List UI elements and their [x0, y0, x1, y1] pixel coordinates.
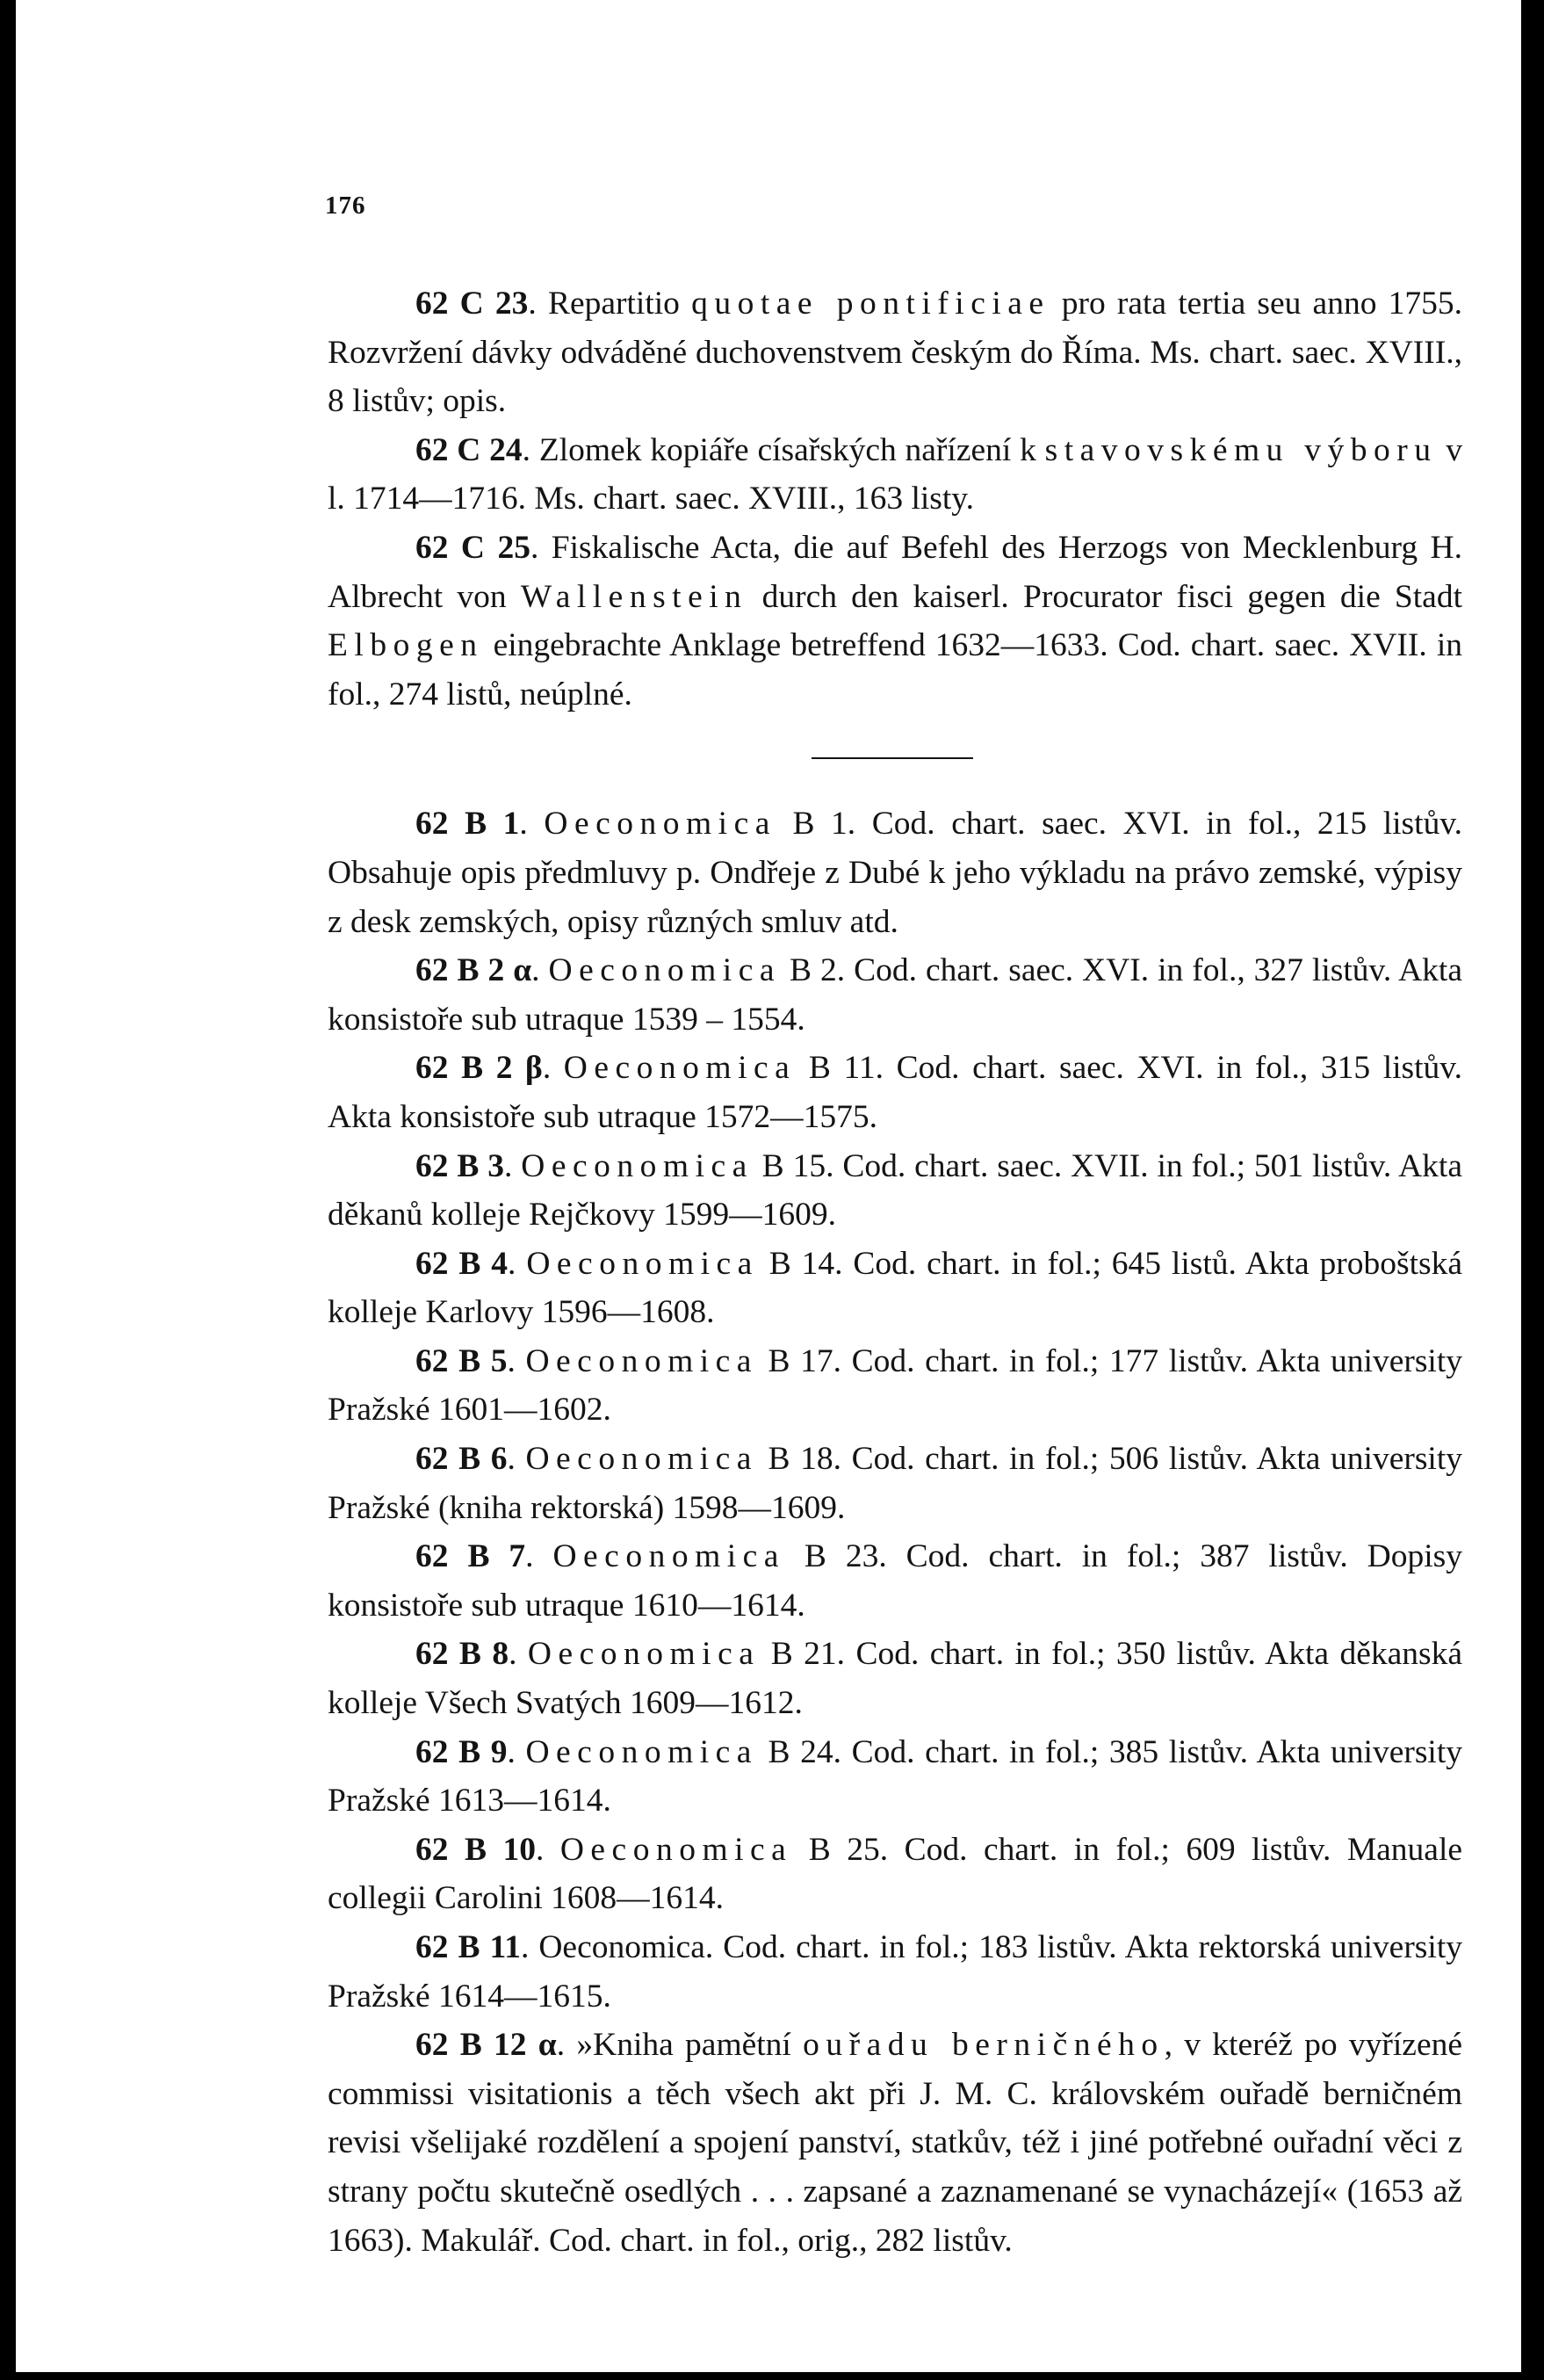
entry-text: , v kteréž po vyřízené commissi visitationis a těch všech akt při J. M. C. královském ouřadě berničném revisi všelijaké rozdělení a spojení panství, statkův, též i jiné potřebné ouřadní věci z strany počtu skutečně osedlých . . . zapsané a zaznamenané se vynacházejí« (1653 až 1663). Makulář. Cod. chart. in fol., orig., 282 listův.	[328, 2027, 1462, 2259]
entry-text: .	[535, 1831, 560, 1868]
entry-text: B 23. Cod. chart. in fol.; 387 listův. Dopisy konsistoře sub utraque 1610—1614.	[328, 1538, 1462, 1624]
catalog-entry	[328, 1142, 1462, 1240]
entry-text: . Repartitio	[528, 286, 692, 322]
page-number: 176	[325, 192, 366, 220]
catalog-entry	[328, 1240, 1462, 1337]
catalog-entry	[328, 799, 1462, 946]
section-b-entries	[328, 799, 1462, 2265]
emphasized-text: Oeconomica	[525, 1733, 758, 1770]
catalog-entry	[328, 2021, 1462, 2265]
entry-text: .	[507, 1733, 526, 1770]
catalog-entry	[328, 1435, 1462, 1532]
entry-text: .	[525, 1538, 553, 1575]
emphasized-text: Oeconomica	[525, 1441, 758, 1478]
catalog-entry	[328, 524, 1462, 719]
entry-text: pro rata tertia seu anno 1755. Rozvržení dávky odváděné duchovenstvem českým do Říma. Ms. chart. saec. XVIII., 8 listův; opis.	[328, 286, 1462, 420]
entry-signature: 62 B 4	[415, 1245, 509, 1282]
catalog-entry	[328, 1728, 1462, 1826]
emphasized-text: stavovskému výboru	[1044, 431, 1438, 468]
entry-signature: 62 B 12 α	[415, 2027, 557, 2064]
entry-text: B 21. Cod. chart. in fol.; 350 listův. Akta děkanská kolleje Všech Svatých 1609—1612.	[328, 1636, 1463, 1722]
entry-signature: 62 B 2 β	[415, 1050, 543, 1087]
emphasized-text: Oeconomica	[525, 1342, 758, 1379]
entry-text: .	[504, 1147, 522, 1184]
entry-signature: 62 C 24	[415, 431, 523, 468]
entry-text: .	[507, 1441, 526, 1478]
emphasized-text: Oeconomica	[526, 1245, 759, 1282]
catalog-text	[328, 279, 1462, 2265]
entry-text: B 1. Cod. chart. saec. XVI. in fol., 215 listův. Obsahuje opis předmluvy p. Ondřeje z Dubé k jeho výkladu na právo zemské, výpisy z desk zemských, opisy různých smluv atd.	[328, 806, 1463, 940]
emphasized-text: Oeconomica	[548, 952, 781, 989]
emphasized-text: Oeconomica	[527, 1636, 761, 1673]
entry-text: B 11. Cod. chart. saec. XVI. in fol., 315 listův. Akta konsistoře sub utraque 1572—1575.	[328, 1050, 1463, 1135]
entry-text: eingebrachte Anklage betreffend 1632—1633. Cod. chart. saec. XVII. in fol., 274 listů, neúplné.	[328, 627, 1462, 713]
entry-signature: 62 B 8	[415, 1636, 509, 1673]
entry-text: . Zlomek kopiáře císařských nařízení k	[522, 431, 1045, 468]
entry-signature: 62 B 7	[415, 1538, 526, 1575]
emphasized-text: Oeconomica	[559, 1831, 793, 1868]
emphasized-text: Oeconomica	[544, 806, 776, 843]
entry-text: . Oeconomica. Cod. chart. in fol.; 183 listův. Akta rektorská university Pražské 1614—1615.	[328, 1929, 1462, 2015]
catalog-entry	[328, 1337, 1462, 1435]
catalog-entry	[328, 426, 1462, 524]
entry-signature: 62 B 9	[415, 1733, 508, 1770]
catalog-entry	[328, 1923, 1462, 2021]
entry-text: v l. 1714—1716. Ms. chart. saec. XVIII., 163 listy.	[328, 431, 1462, 517]
emphasized-text: Oeconomica	[521, 1147, 754, 1184]
section-divider-space	[328, 719, 1462, 799]
entry-text: B 14. Cod. chart. in fol.; 645 listů. Akta proboštská kolleje Karlovy 1596—1608.	[328, 1245, 1462, 1331]
entry-signature: 62 C 23	[415, 286, 529, 322]
document-page	[16, 0, 1521, 2372]
section-c-entries	[328, 279, 1462, 719]
entry-signature: 62 B 6	[415, 1441, 508, 1478]
catalog-entry	[328, 1826, 1462, 1923]
emphasized-text: Oeconomica	[563, 1050, 797, 1087]
entry-text: .	[531, 952, 549, 989]
entry-signature: 62 B 3	[415, 1147, 505, 1184]
section-divider	[812, 757, 973, 759]
entry-text: .	[519, 806, 545, 843]
entry-text: B 2. Cod. chart. saec. XVI. in fol., 327 listův. Akta konsistoře sub utraque 1539 – 1554.	[328, 952, 1462, 1038]
catalog-entry	[328, 946, 1462, 1044]
emphasized-text: Oeconomica	[552, 1538, 785, 1575]
entry-signature: 62 C 25	[415, 529, 530, 566]
catalog-entry	[328, 1630, 1462, 1727]
entry-text: B 24. Cod. chart. in fol.; 385 listův. Akta university Pražské 1613—1614.	[328, 1733, 1463, 1819]
entry-text: B 15. Cod. chart. saec. XVII. in fol.; 501 listův. Akta děkanů kolleje Rejčkovy 1599—1609.	[328, 1147, 1463, 1233]
entry-text: .	[508, 1245, 527, 1282]
entry-text: . Fiskalische Acta, die auf Befehl des Herzogs von Mecklenburg H. Albrecht von	[328, 529, 1462, 615]
entry-signature: 62 B 2 α	[415, 952, 532, 989]
entry-text: B 25. Cod. chart. in fol.; 609 listův. Manuale collegii Carolini 1608—1614.	[328, 1831, 1463, 1917]
entry-text: .	[509, 1636, 528, 1673]
catalog-entry	[328, 279, 1462, 426]
entry-signature: 62 B 1	[415, 806, 520, 843]
entry-signature: 62 B 10	[415, 1831, 536, 1868]
emphasized-text: ouřadu berničného	[803, 2027, 1165, 2064]
entry-text: .	[507, 1342, 526, 1379]
entry-text: .	[542, 1050, 564, 1087]
entry-signature: 62 B 11	[415, 1929, 521, 1965]
entry-text: B 17. Cod. chart. in fol.; 177 listův. Akta university Pražské 1601—1602.	[328, 1342, 1463, 1429]
entry-text: durch den kaiserl. Procurator fisci gegen die Stadt	[747, 578, 1462, 615]
emphasized-text: Elbogen	[328, 627, 484, 664]
entry-text: . »Kniha pamětní	[556, 2027, 804, 2064]
emphasized-text: Wallenstein	[520, 578, 748, 615]
entry-text: B 18. Cod. chart. in fol.; 506 listův. Akta university Pražské (kniha rektorská) 1598—1609.	[328, 1441, 1463, 1526]
catalog-entry	[328, 1532, 1462, 1630]
catalog-entry	[328, 1044, 1462, 1141]
entry-signature: 62 B 5	[415, 1342, 508, 1379]
emphasized-text: quotae pontificiae	[691, 286, 1050, 322]
